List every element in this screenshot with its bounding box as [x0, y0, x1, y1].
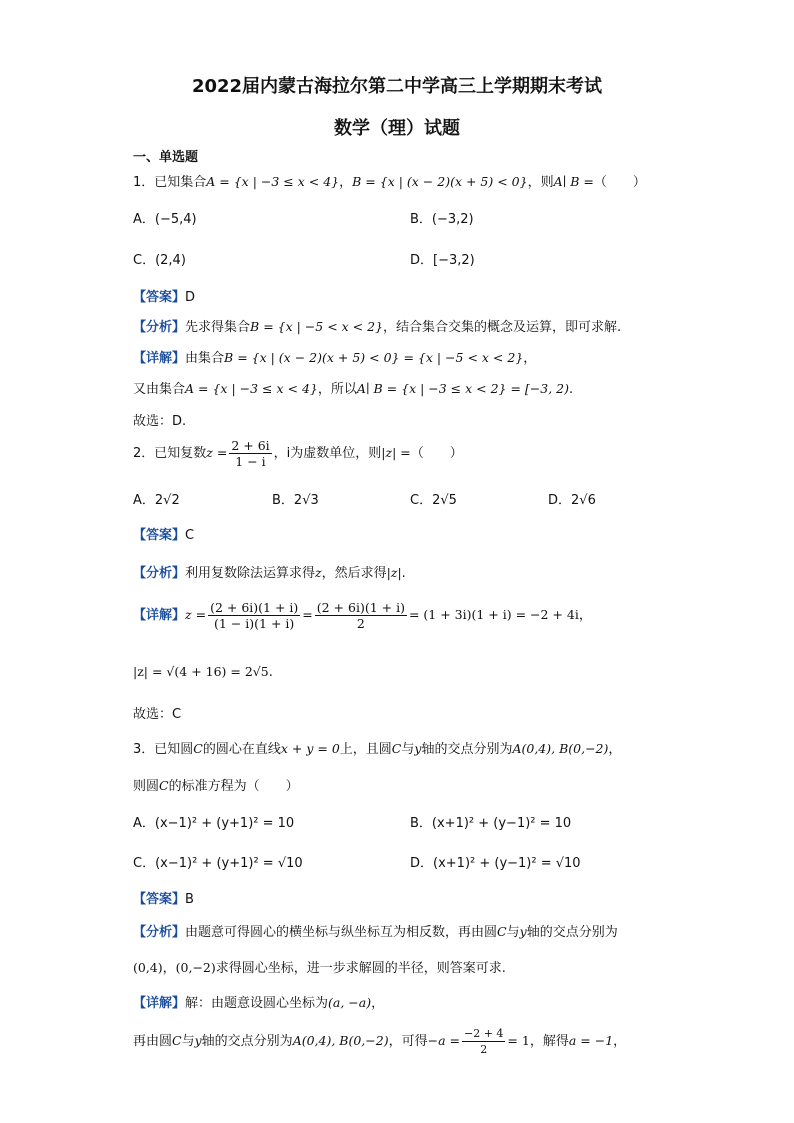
q2-modulus: |z| = √(4 + 16) = 2√5.: [133, 664, 273, 680]
q3-option-c: C．(x−1)² + (y+1)² = √10: [133, 856, 303, 871]
q1-analysis: 【分析】先求得集合B = {x | −5 < x < 2}，结合集合交集的概念及运算，即可求解.: [133, 319, 622, 335]
q1-detail-2: 又由集合A = {x | −3 ≤ x < 4}，所以A∣ B = {x | −3 ≤ x < 2} = [−3, 2).: [133, 381, 574, 397]
q1-option-d: D．[−3,2): [410, 253, 475, 268]
q2-option-b: B．2√3: [272, 493, 319, 508]
section-heading: 一、单选题: [133, 150, 199, 165]
q3-stem-1: 3．已知圆C的圆心在直线x + y = 0上，且圆C与y轴的交点分别为A(0,4), B(0,−2)，: [133, 741, 622, 757]
q3-analysis-2: (0,4)，(0,−2)求得圆心坐标，进一步求解圆的半径，则答案可求.: [133, 960, 506, 976]
q2-option-a: A．2√2: [133, 493, 180, 508]
q1-detail: 【详解】由集合B = {x | (x − 2)(x + 5) < 0} = {x | −5 < x < 2}，: [133, 350, 537, 366]
q2-detail-fraction-1: $\frac{(2 + 6i)(1 + i)}{(1 - i)(1 + i)}$: [210, 600, 299, 631]
q1-answer: 【答案】D: [133, 290, 196, 305]
q3-detail-fraction: $\frac{-2 + 4}{2}$: [463, 1027, 504, 1056]
q1-conclusion: 故选：D.: [133, 414, 187, 429]
q2-stem: 2．已知复数z = $\frac{2 + 6i}{1 - i}$ ，i为虚数单位，则|z| =（ ）: [133, 438, 463, 469]
q2-answer: 【答案】C: [133, 528, 195, 543]
page-title: 2022届内蒙古海拉尔第二中学高三上学期期末考试: [191, 76, 603, 97]
q3-option-d: D．(x+1)² + (y−1)² = √10: [410, 856, 581, 871]
q3-option-a: A．(x−1)² + (y+1)² = 10: [133, 816, 295, 831]
q2-conclusion: 故选：C: [133, 707, 182, 722]
q2-option-c: C．2√5: [410, 493, 457, 508]
q2-detail: 【详解】z = $\frac{(2 + 6i)(1 + i)}{(1 - i)(1 + i)}$ = $\frac{(2 + 6i)(1 + i)}{2}$ = (1 + 3i)(1 + i) = −2 + 4i，: [133, 600, 592, 631]
q2-analysis: 【分析】利用复数除法运算求得z，然后求得|z|.: [133, 565, 406, 581]
q3-detail: 【详解】解：由题意设圆心坐标为(a, −a)，: [133, 995, 385, 1011]
q2-fraction: $\frac{2 + 6i}{1 - i}$: [231, 438, 270, 469]
q3-analysis: 【分析】由题意可得圆心的横坐标与纵坐标互为相反数，再由圆C与y轴的交点分别为: [133, 924, 618, 940]
q1-option-a: A．(−5,4): [133, 212, 197, 227]
q1-option-c: C．(2,4): [133, 253, 186, 268]
q3-option-b: B．(x+1)² + (y−1)² = 10: [410, 816, 572, 831]
q2-option-d: D．2√6: [548, 493, 596, 508]
q3-detail-2: 再由圆C与y轴的交点分别为A(0,4), B(0,−2)，可得−a = $\frac{-2 + 4}{2}$ = 1，解得a = −1，: [133, 1027, 627, 1056]
q2-detail-fraction-2: $\frac{(2 + 6i)(1 + i)}{2}$: [316, 600, 405, 631]
q3-answer: 【答案】B: [133, 892, 194, 907]
page-subtitle: 数学（理）试题: [334, 118, 460, 139]
q1-stem: 1．已知集合A = {x | −3 ≤ x < 4}，B = {x | (x − 2)(x + 5) < 0}，则A∣ B =（ ）: [133, 174, 646, 190]
q3-stem-2: 则圆C的标准方程为（ ）: [133, 778, 299, 794]
q1-option-b: B．(−3,2): [410, 212, 474, 227]
